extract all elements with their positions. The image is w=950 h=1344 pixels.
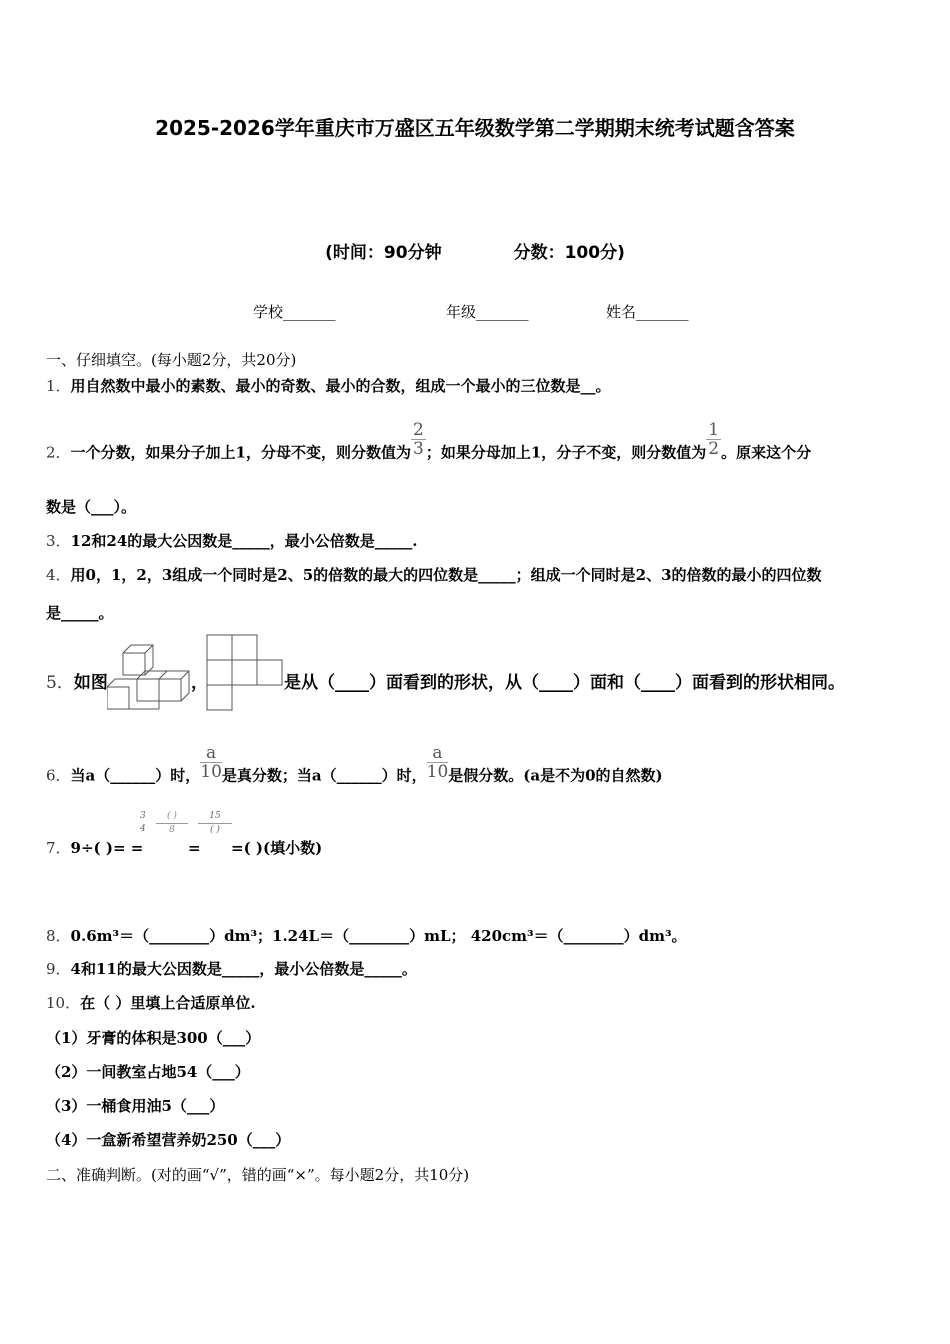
question-2-cont: 数是（___）。 [46,498,137,516]
name-field[interactable]: 姓名_______ [606,303,689,321]
view-grid-figure [206,634,286,712]
numerator: 1 [708,420,720,440]
exam-meta [0,238,950,263]
question-4-cont: 是_____。 [46,604,114,622]
question-text: 是假分数。(a是不为0的自然数) [448,766,663,785]
question-number: 5． [46,673,74,693]
question-text: 12和24的最大公因数是_____，最小公倍数是_____. [70,532,418,550]
total-score: 分数：100分) [513,243,625,263]
comma: ， [191,673,208,693]
fraction-blank-8 [156,810,188,837]
time-limit: (时间：90分钟 [325,243,442,263]
question-number: 9． [46,960,71,978]
question-text: 0.6m³＝（________）dm³；1.24L＝（________）mL； 420cm³＝（________）dm³。 [70,927,687,945]
question-text: 在（ ）里填上合适原单位. [80,994,256,1012]
fraction-15-blank [198,810,232,837]
question-text: 9÷( )= = [70,839,144,857]
question-7 [46,838,143,858]
question-10 [46,993,256,1013]
numerator: a [200,744,222,763]
denominator: 4 [140,824,146,834]
question-text: 如图 [73,673,108,693]
sub-item: （1）牙膏的体积是300（___） [46,1029,261,1047]
denominator: 10 [426,762,449,782]
question-number: 2． [46,443,71,462]
question-text: 。原来这个分 [721,443,812,462]
sub-item: （3）一桶食用油5（___） [46,1097,225,1115]
question-text: 用自然数中最小的素数、最小的奇数、最小的合数，组成一个最小的三位数是__。 [70,377,611,395]
numerator: 15 [198,810,232,824]
question-text: ；如果分母加上1，分子不变，则分数值为 [425,443,707,462]
fraction [200,744,222,781]
school-field[interactable]: 学校_______ [253,303,336,321]
question-number: 7． [46,839,71,857]
numerator: a [427,744,449,763]
question-1 [46,376,611,396]
fraction [706,421,721,458]
cube-stack-figure [107,643,191,711]
question-number: 10． [46,994,81,1012]
question-text: 用0，1，2，3组成一个同时是2、5的倍数的最大的四位数是_____；组成一个同时是2、3的倍数的最小的四位数 [70,566,822,584]
numerator: ( ) [156,810,188,824]
sub-item: （4）一盒新希望营养奶250（___） [46,1131,291,1149]
question-text: 4和11的最大公因数是_____，最小公倍数是_____。 [70,960,417,978]
question-2 [46,420,812,472]
numerator: 2 [413,420,424,440]
question-9 [46,959,417,979]
question-text: 是从（____）面看到的形状，从（____）面和（____）面看到的形状相同。 [284,673,845,693]
question-number: 6． [46,766,71,785]
question-text: 当a（______）时， [70,766,201,785]
fraction [411,421,426,458]
question-5 [46,673,108,693]
equals: = [188,839,201,857]
denominator: 3 [413,439,424,459]
fraction-3-4 [140,810,146,836]
question-text: 一个分数，如果分子加上1，分母不变，则分数值为 [70,443,411,462]
question-text: =( )(填小数) [231,839,323,857]
numerator: 3 [140,811,146,821]
section-heading: 一、仔细填空。(每小题2分，共20分) [46,351,297,369]
denominator: 10 [200,762,222,782]
question-number: 8． [46,927,71,945]
question-text: 是真分数；当a（______）时， [221,766,427,785]
question-8 [46,926,687,946]
denominator: ( ) [210,825,220,835]
denominator: 8 [169,825,175,835]
fraction [427,744,449,781]
question-number: 1． [46,377,71,395]
sub-item: （2）一间教室占地54（___） [46,1063,250,1081]
question-6 [46,743,663,795]
denominator: 2 [708,439,720,459]
question-3 [46,531,418,551]
question-4 [46,565,822,585]
page-title: 2025-2026学年重庆市万盛区五年级数学第二学期期末统考试题含答案 [155,116,795,140]
question-number: 4． [46,566,71,584]
grade-field[interactable]: 年级_______ [446,303,529,321]
section-heading: 二、准确判断。(对的画“√”，错的画“×”。每小题2分，共10分) [46,1166,470,1184]
question-number: 3． [46,532,71,550]
